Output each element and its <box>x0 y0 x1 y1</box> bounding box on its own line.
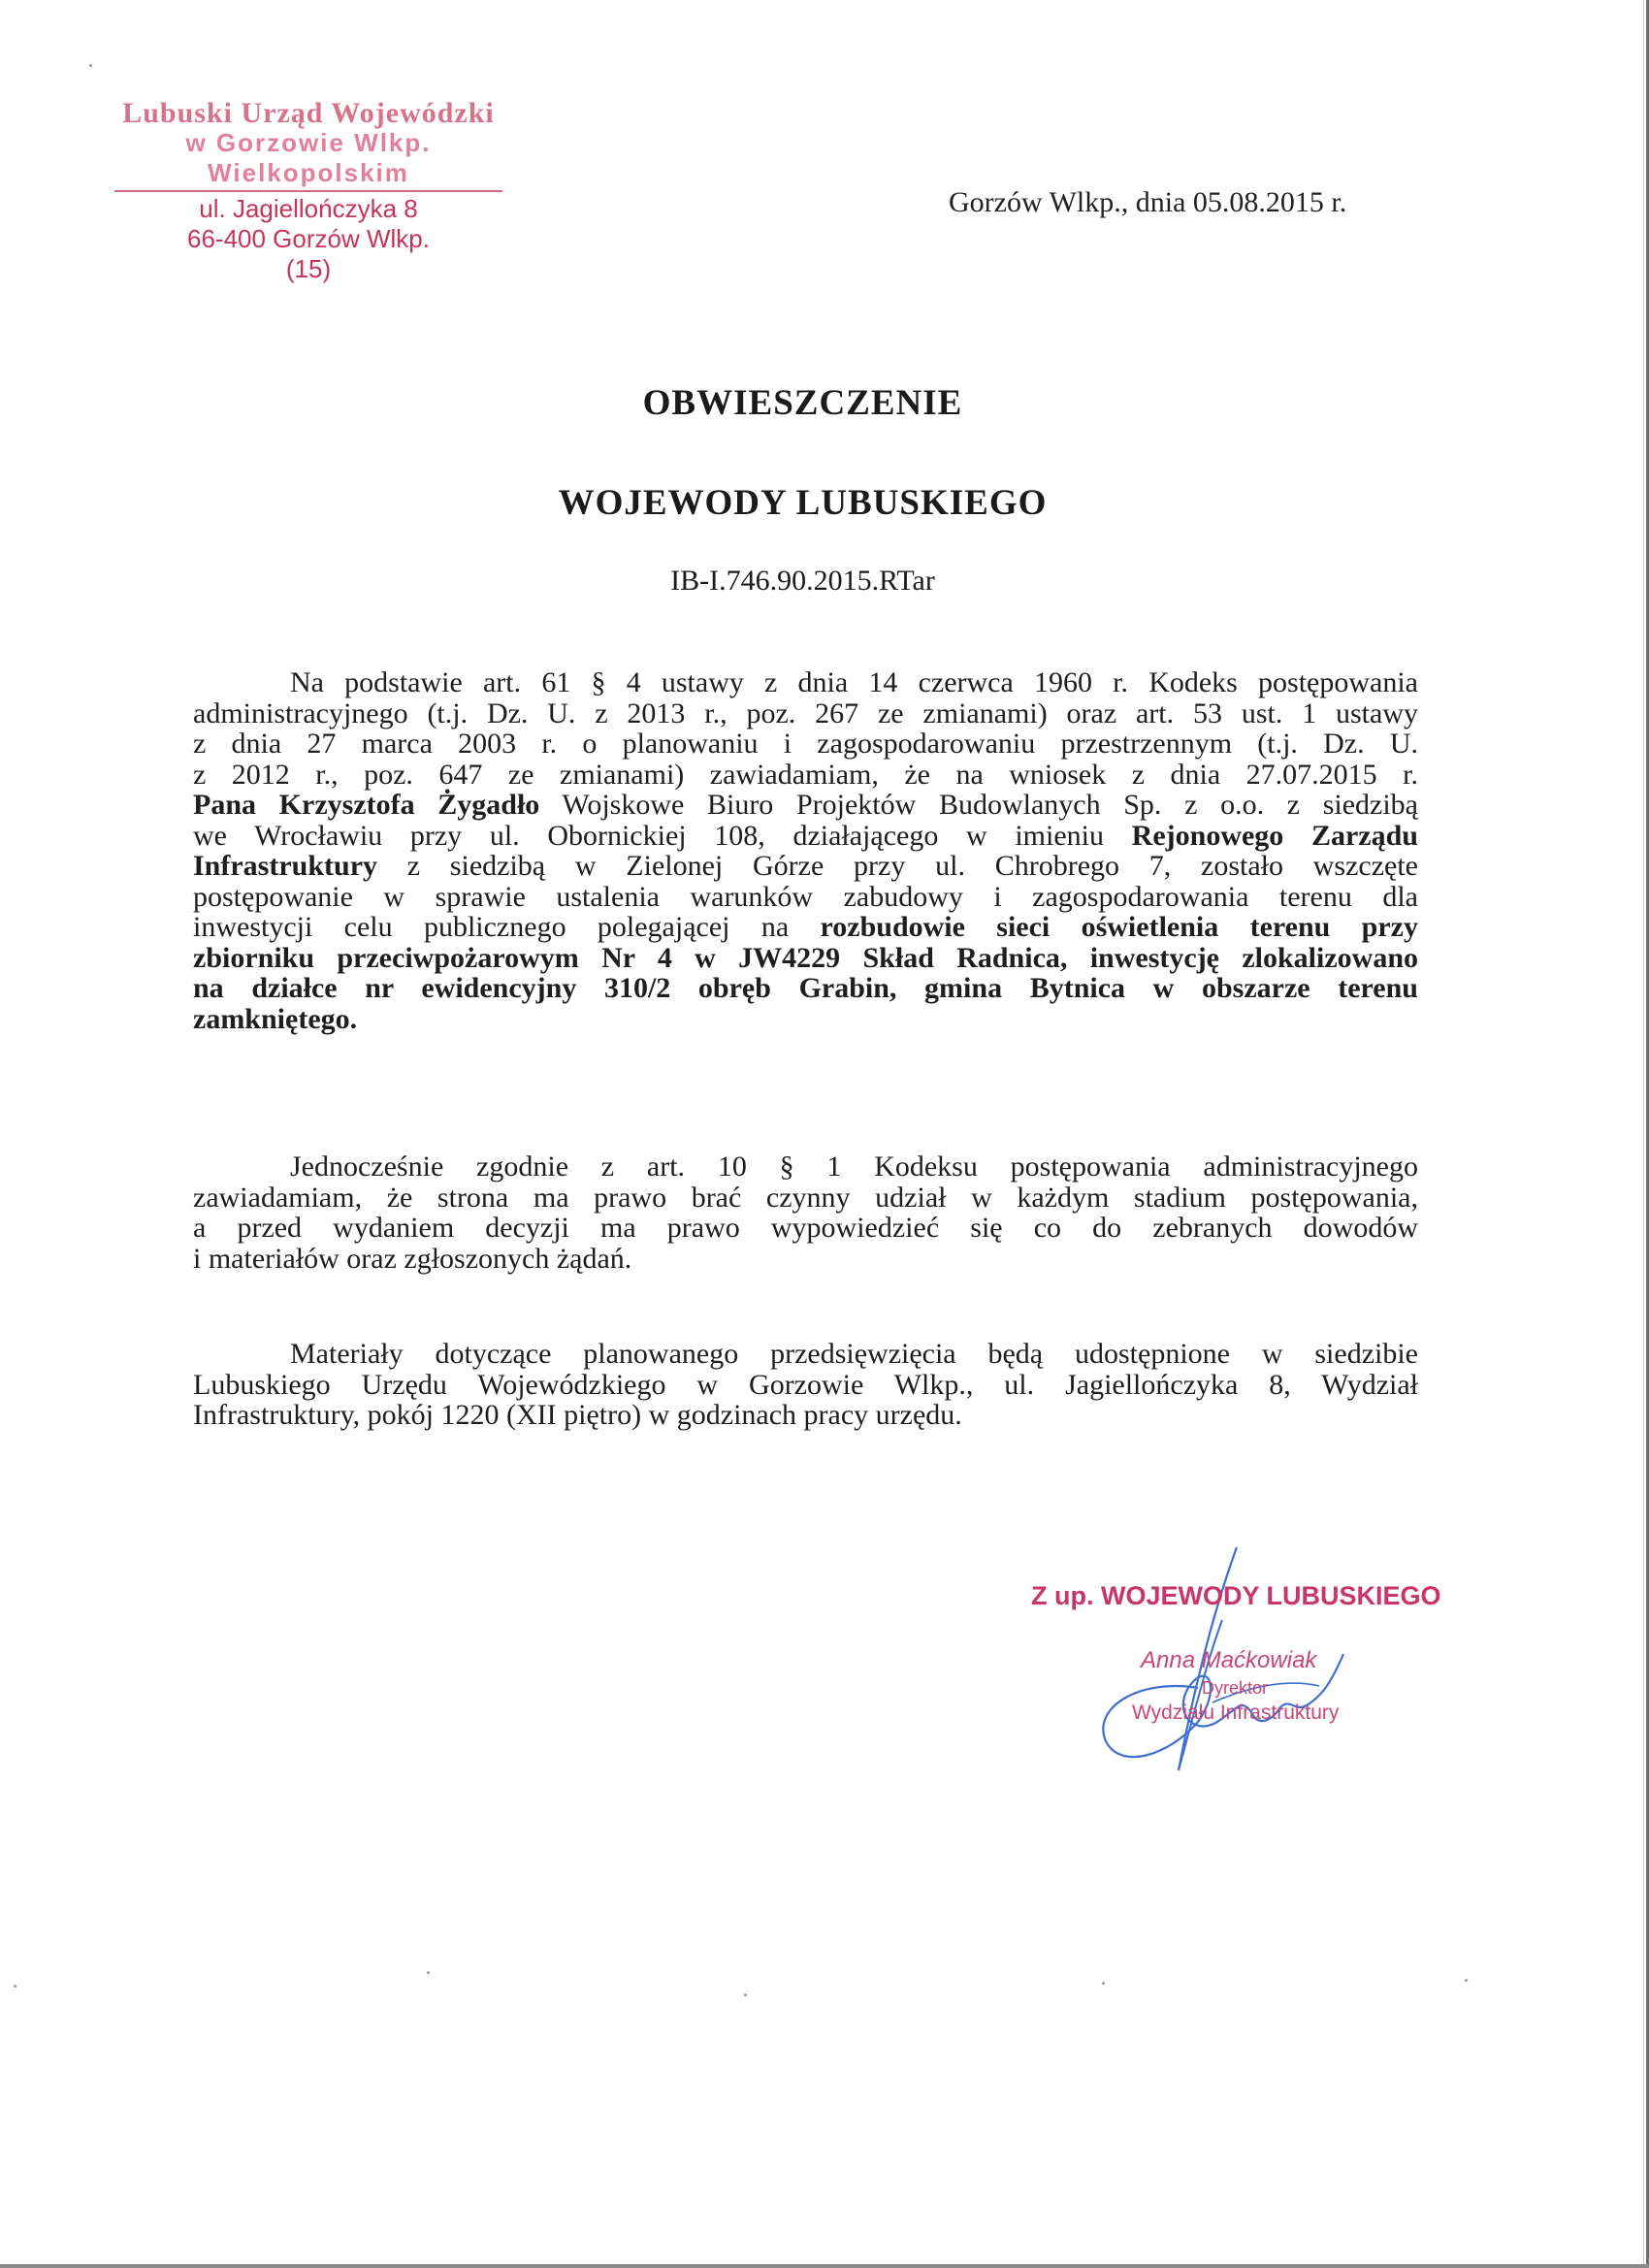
text-line <box>193 973 1418 1004</box>
text-line <box>193 790 1418 821</box>
text-line <box>193 943 1418 974</box>
text-segment: zawiadamiam, że strona ma prawo brać czynny udział w każdym stadium postępowania, <box>193 1181 1418 1214</box>
text-line <box>193 1400 1418 1431</box>
scan-speck <box>1102 1982 1105 1985</box>
scan-speck <box>427 1971 430 1974</box>
text-line <box>193 729 1418 760</box>
text-segment: i materiałów oraz zgłoszonych żądań. <box>193 1242 632 1275</box>
text-line <box>193 821 1418 852</box>
stamp-office-city: w Gorzowie Wlkp. Wielkopolskim <box>114 128 502 192</box>
bold-text-segment: zamkniętego. <box>193 1002 358 1035</box>
text-line <box>193 912 1418 943</box>
text-line <box>193 760 1418 791</box>
scan-speck <box>89 64 92 67</box>
signatory-name: Anna Maćkowiak <box>1141 1647 1317 1673</box>
text-segment: postępowanie w sprawie ustalenia warunków zabudowy i zagospodarowania terenu dla <box>193 880 1418 913</box>
text-line <box>193 851 1418 882</box>
paragraph-party-rights <box>193 1151 1418 1274</box>
text-segment: Lubuskiego Urzędu Wojewódzkiego w Gorzowie Wlkp., ul. Jagiellończyka 8, Wydział <box>193 1368 1418 1401</box>
text-line <box>193 698 1418 729</box>
text-segment: Jednocześnie zgodnie z art. 10 § 1 Kodeksu postępowania administracyjnego <box>290 1150 1418 1183</box>
text-segment: administracyjnego (t.j. Dz. U. z 2013 r., poz. 267 ze zmianami) oraz art. 53 ust. 1 ustawy <box>193 697 1418 729</box>
document-date: Gorzów Wlkp., dnia 05.08.2015 r. <box>949 186 1347 218</box>
scan-edge-bottom <box>0 2264 1649 2268</box>
text-line <box>193 667 1418 698</box>
signature-stamp <box>1031 1581 1441 1724</box>
scan-edge-right-shadow <box>1643 0 1644 2268</box>
document-subtitle: WOJEWODY LUBUSKIEGO <box>558 483 1048 523</box>
scan-speck <box>14 1985 16 1988</box>
text-segment: Materiały dotyczące planowanego przedsięwzięcia będą udostępnione w siedzibie <box>290 1338 1418 1370</box>
bold-text-segment: na działce nr ewidencyjny 310/2 obręb Grabin, gmina Bytnica w obszarze terenu <box>193 972 1418 1004</box>
text-segment: a przed wydaniem decyzji ma prawo wypowiedzieć się co do zebranych dowodów <box>193 1212 1418 1244</box>
text-line <box>193 1183 1418 1214</box>
text-segment: Na podstawie art. 61 § 4 ustawy z dnia 14 czerwca 1960 r. Kodeks postępowania <box>290 666 1418 698</box>
office-stamp <box>114 97 502 284</box>
text-segment: we Wrocławiu przy ul. Obornickiej 108, działającego w imieniu <box>193 819 1132 852</box>
scan-speck <box>1465 1979 1468 1982</box>
bold-text-segment: rozbudowie sieci oświetlenia terenu przy <box>820 911 1418 943</box>
bold-text-segment: Infrastruktury <box>193 850 378 882</box>
text-line <box>193 1339 1418 1370</box>
text-line <box>193 1244 1418 1275</box>
paragraph-legal-basis <box>193 667 1418 1034</box>
document-title: OBWIESZCZENIE <box>642 383 963 423</box>
text-line <box>193 1370 1418 1401</box>
text-line <box>193 1213 1418 1244</box>
stamp-street: ul. Jagiellończyka 8 <box>199 194 418 223</box>
scan-speck <box>744 1993 747 1996</box>
signatory-role: Dyrektor <box>1202 1678 1269 1698</box>
text-line <box>193 882 1418 913</box>
text-segment: z siedzibą w Zielonej Górze przy ul. Chrobrego 7, zostało wszczęte <box>377 850 1418 882</box>
signatory-department: Wydziału Infrastruktury <box>1132 1701 1340 1724</box>
text-line <box>193 1004 1418 1035</box>
text-segment: Wojskowe Biuro Projektów Budowlanych Sp. z o.o. z siedzibą <box>539 789 1418 821</box>
reference-number: IB-I.746.90.2015.RTar <box>670 565 935 597</box>
bold-text-segment: Rejonowego Zarządu <box>1131 819 1418 852</box>
paragraph-materials <box>193 1339 1418 1431</box>
stamp-postcode: 66-400 Gorzów Wlkp. <box>187 224 430 253</box>
text-segment: inwestycji celu publicznego polegającej na <box>193 911 821 943</box>
bold-text-segment: zbiorniku przeciwpożarowym Nr 4 w JW4229 Skład Radnica, inwestycję zlokalizowano <box>193 941 1418 974</box>
stamp-office-name: Lubuski Urząd Wojewódzki <box>122 97 495 129</box>
stamp-number: (15) <box>285 254 332 283</box>
text-segment: z dnia 27 marca 2003 r. o planowaniu i zagospodarowaniu przestrzennym (t.j. Dz. U. <box>193 728 1418 760</box>
signature-stamp-header: Z up. WOJEWODY LUBUSKIEGO <box>1031 1581 1441 1610</box>
text-segment: z 2012 r., poz. 647 ze zmianami) zawiadamiam, że na wniosek z dnia 27.07.2015 r. <box>193 758 1418 791</box>
text-segment: Infrastruktury, pokój 1220 (XII piętro) w godzinach pracy urzędu. <box>193 1399 962 1431</box>
bold-text-segment: Pana Krzysztofa Żygadło <box>193 789 540 821</box>
text-line <box>193 1151 1418 1183</box>
